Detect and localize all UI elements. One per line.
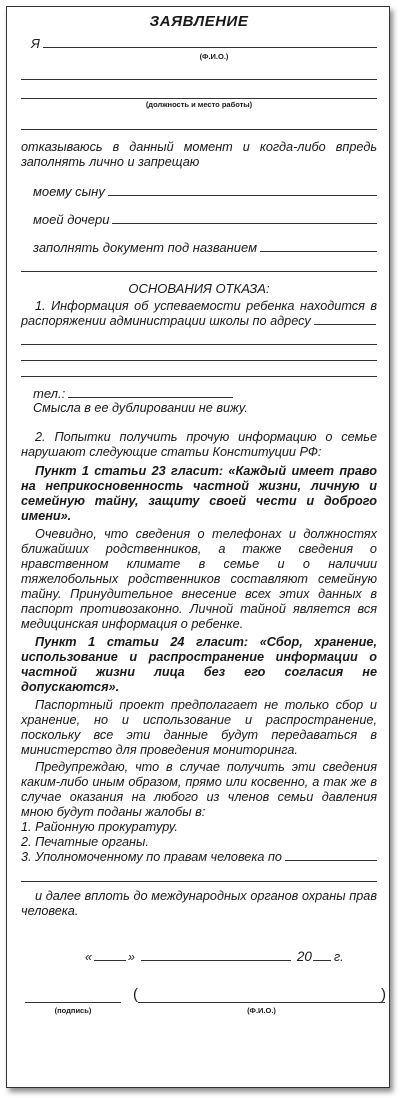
signature-line[interactable] <box>25 1002 121 1003</box>
tel-row <box>21 386 233 401</box>
obviously-paragraph: Очевидно, что сведения о телефонах и должностях ближайших родственников, а также сведения о нравственном климате в семье и о наличии тяжелобольных родственников составляют семейную тайну. Принудительное внесение всех этих данных в паспорт противозаконно. Личной тайной является вся медицинская информация о ребенке. <box>21 527 377 631</box>
project-paragraph: Паспортный проект предполагает не только сбор и хранение, но и использование и распространение, поскольку все эти данные будут передаваться в министерство для проведения мониторинга. <box>21 698 377 757</box>
signature-caption: (подпись) <box>54 1006 92 1015</box>
refuse-text: отказываюсь в данный момент и когда-либо впредь заполнять лично и запрещаю <box>21 140 377 169</box>
fio-line[interactable] <box>43 47 377 48</box>
son-label: моему сыну <box>33 184 105 199</box>
document-line-2[interactable] <box>21 271 377 272</box>
application-form <box>6 6 390 1088</box>
position-line-2[interactable] <box>21 129 377 130</box>
address-line-2[interactable] <box>21 344 377 345</box>
point-2: 2. Попытки получить прочую информацию о семье нарушают следующие статьи Конституции РФ: <box>21 430 377 459</box>
document-line[interactable] <box>260 251 377 252</box>
grounds-title: ОСНОВАНИЯ ОТКАЗА: <box>128 281 270 296</box>
signature-fio-line[interactable] <box>138 1002 385 1003</box>
year-line[interactable] <box>313 960 331 961</box>
fio-row <box>21 36 377 51</box>
ombudsman-line[interactable] <box>285 860 377 861</box>
position-caption: (должность и место работы) <box>145 100 253 109</box>
tel-line[interactable] <box>68 397 233 398</box>
daughter-label: моей дочери <box>33 212 110 227</box>
quote-close: » <box>127 950 135 964</box>
form-content <box>21 11 386 1024</box>
paren-close: ) <box>381 986 386 1003</box>
signature-row <box>21 986 386 1024</box>
ombudsman-line-2[interactable] <box>21 881 377 882</box>
date-row <box>21 949 377 964</box>
paren-open: ( <box>133 986 138 1003</box>
address-line-4[interactable] <box>21 376 377 377</box>
month-line[interactable] <box>141 960 291 961</box>
complaint-3: 3. Уполномоченному по правам человека по <box>21 850 282 864</box>
warn-paragraph: Предупреждаю, что в случае получить эти сведения каким-либо иным образом, прямо или косвенно, а так же в случае оказания на любого из членов семьи давления мною будут поданы жалобы в: <box>21 760 377 819</box>
son-row <box>21 184 377 199</box>
address-line[interactable] <box>314 324 376 325</box>
tel-label: тел.: <box>33 386 66 401</box>
position-line[interactable] <box>21 98 377 99</box>
daughter-row <box>21 212 377 227</box>
dup-text: Смысла в ее дублировании не вижу. <box>33 401 248 415</box>
year-prefix: 20 <box>296 949 312 964</box>
signature-fio-caption: (Ф.И.О.) <box>247 1006 276 1015</box>
document-label: заполнять документ под названием <box>33 240 258 255</box>
complaint-2: 2. Печатные органы. <box>21 835 149 849</box>
fio-line-2[interactable] <box>21 79 377 80</box>
daughter-line[interactable] <box>112 223 377 224</box>
article-23: Пункт 1 статьи 23 гласит: «Каждый имеет право на неприкосновенность частной жизни, личную и семейную тайну, защиту своей чести и доброго имени». <box>21 464 377 523</box>
article-24: Пункт 1 статьи 24 гласит: «Сбор, хранение, использование и распространение информации о частной жизни лица без его согласия не допускаются». <box>21 635 377 694</box>
day-line[interactable] <box>94 960 126 961</box>
point-1-text: 1. Информация об успеваемости ребенка находится в распоряжении администрации школы по адресу <box>21 299 377 328</box>
i-label: Я <box>31 36 40 51</box>
point-1 <box>21 299 377 329</box>
fio-caption: (Ф.И.О.) <box>199 52 229 61</box>
form-title: ЗАЯВЛЕНИЕ <box>149 13 249 30</box>
address-line-3[interactable] <box>21 360 377 361</box>
quote-open: « <box>85 950 92 964</box>
son-line[interactable] <box>108 195 377 196</box>
document-row <box>21 240 377 255</box>
further-text: и далее вплоть до международных органов охраны прав человека. <box>21 889 377 918</box>
complaint-3-row <box>21 850 377 864</box>
year-suffix: г. <box>333 950 344 964</box>
complaint-1: 1. Районную прокуратуру. <box>21 820 178 834</box>
